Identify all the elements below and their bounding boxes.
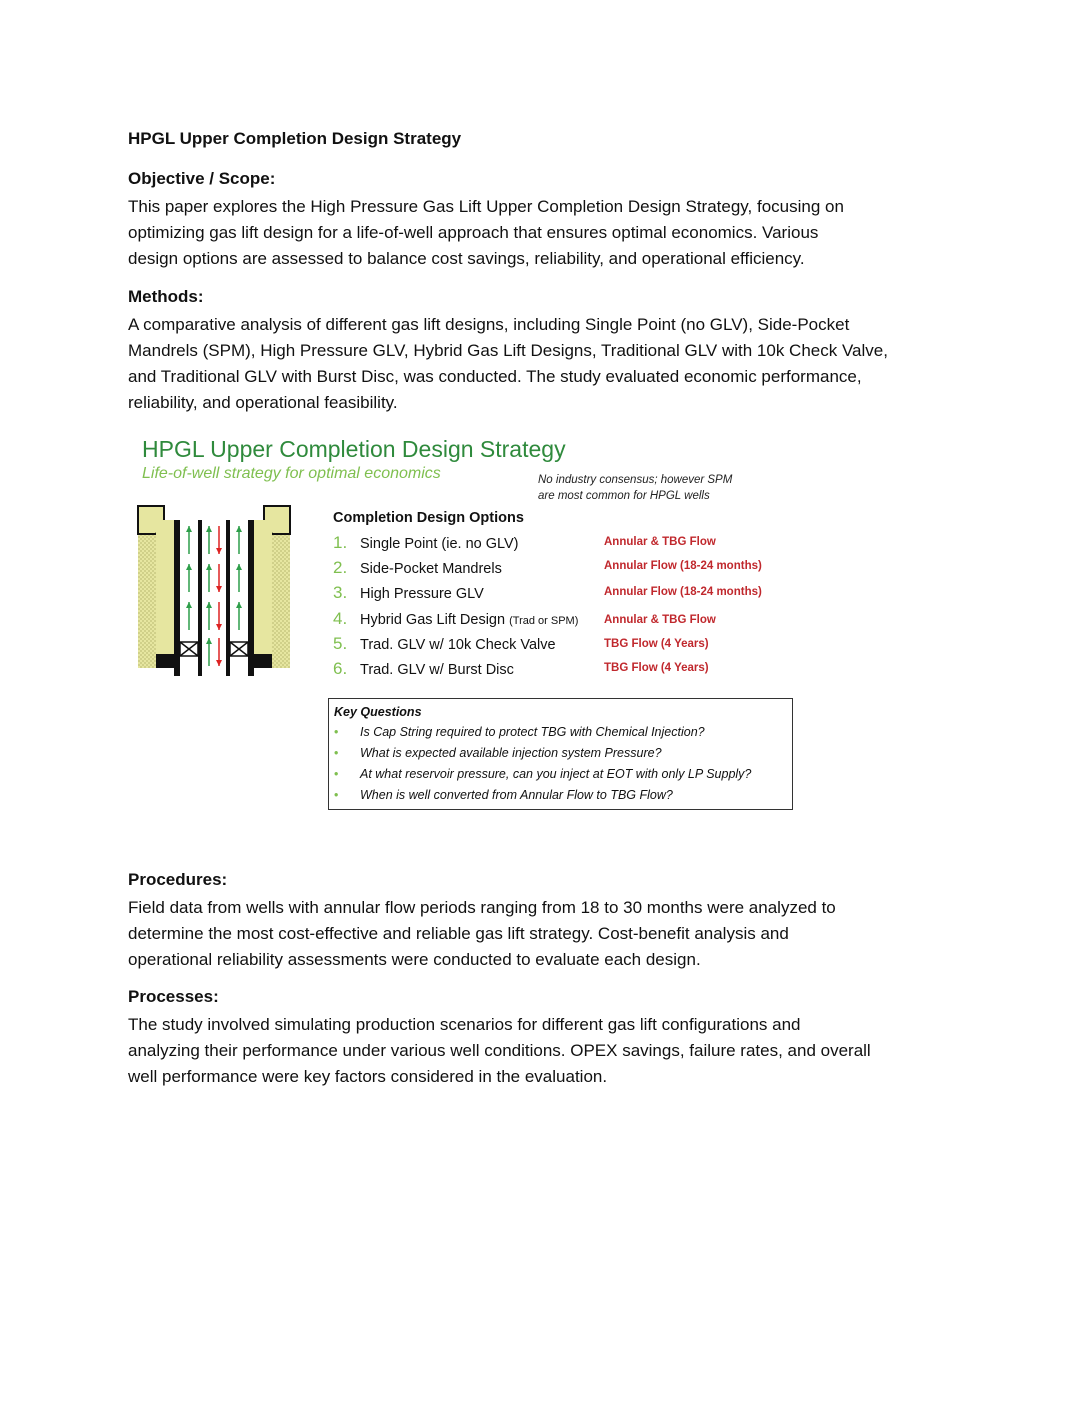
- key-question: [334, 746, 662, 760]
- arrow-head-icon: [236, 602, 242, 608]
- option-number: 6.: [333, 659, 348, 678]
- option-number: 1.: [333, 533, 348, 552]
- option-number: 2.: [333, 558, 348, 577]
- text-line: determine the most cost-effective and reliable gas lift strategy. Cost-benefit analysis and: [128, 924, 789, 943]
- bullet-icon: •: [334, 767, 339, 781]
- document-title: HPGL Upper Completion Design Strategy: [128, 129, 462, 148]
- text-line: well performance were key factors considered in the evaluation.: [128, 1067, 608, 1086]
- bullet-icon: •: [334, 725, 339, 739]
- flow-type-6: TBG Flow (4 Years): [604, 662, 709, 674]
- packer-left: [180, 642, 198, 656]
- casing-wall-left: [174, 520, 180, 676]
- section-body: [128, 312, 968, 416]
- key-question-text: Is Cap String required to protect TBG with Chemical Injection?: [360, 725, 705, 739]
- key-question-text: What is expected available injection system Pressure?: [360, 746, 662, 760]
- option-label: Side-Pocket Mandrels: [360, 561, 502, 577]
- option-number: 4.: [333, 609, 348, 628]
- key-question: [334, 767, 751, 781]
- casing-shoe-left: [156, 654, 174, 668]
- arrow-head-icon: [206, 638, 212, 644]
- text-line: and Traditional GLV with Burst Disc, was conducted. The study evaluated economic performance,: [128, 367, 862, 386]
- options-heading: Completion Design Options: [333, 510, 524, 526]
- well-diagram: [136, 502, 296, 678]
- flow-type-2: Annular Flow (18-24 months): [604, 560, 762, 572]
- completion-design-figure: [128, 430, 808, 820]
- design-option-1: [333, 533, 519, 557]
- figure-subtitle: Life-of-well strategy for optimal economics: [142, 465, 441, 482]
- option-label: Trad. GLV w/ 10k Check Valve: [360, 637, 556, 653]
- arrow-head-icon: [236, 526, 242, 532]
- flow-type-3: Annular Flow (18-24 months): [604, 586, 762, 598]
- arrow-head-icon: [186, 602, 192, 608]
- section-objective: [128, 169, 968, 272]
- flow-type-1: Annular & TBG Flow: [604, 536, 716, 548]
- flow-type-4: Annular & TBG Flow: [604, 614, 716, 626]
- arrow-head-icon: [206, 602, 212, 608]
- inner-cement-right: [252, 520, 272, 668]
- arrow-head-icon: [206, 564, 212, 570]
- key-question: [334, 725, 705, 739]
- design-option-4: [333, 609, 578, 633]
- design-option-6: [333, 659, 514, 683]
- option-label: High Pressure GLV: [360, 586, 484, 602]
- text-line: optimizing gas lift design for a life-of-well approach that ensures optimal economics. Various: [128, 223, 819, 242]
- arrow-head-icon: [236, 564, 242, 570]
- text-line: Field data from wells with annular flow periods ranging from 18 to 30 months were analyzed to: [128, 898, 836, 917]
- inner-cement-left: [156, 520, 176, 668]
- text-line: operational reliability assessments were conducted to evaluate each design.: [128, 950, 701, 969]
- key-question-text: When is well converted from Annular Flow to TBG Flow?: [360, 788, 673, 802]
- option-label: Trad. GLV w/ Burst Disc: [360, 662, 514, 678]
- bullet-icon: •: [334, 746, 339, 760]
- figure-note: [538, 472, 758, 504]
- casing-shoe-right: [254, 654, 272, 668]
- section-body: [128, 194, 968, 272]
- note-line: are most common for HPGL wells: [538, 490, 710, 502]
- option-label-note: (Trad or SPM): [509, 615, 579, 627]
- section-body: [128, 1012, 968, 1090]
- text-line: design options are assessed to balance cost savings, reliability, and operational efficiency.: [128, 249, 805, 268]
- arrow-head-icon: [216, 624, 222, 630]
- text-line: reliability, and operational feasibility.: [128, 393, 398, 412]
- section-procedures: [128, 870, 968, 973]
- arrow-head-icon: [216, 586, 222, 592]
- arrow-head-icon: [216, 548, 222, 554]
- design-option-5: [333, 634, 556, 658]
- text-line: This paper explores the High Pressure Gas Lift Upper Completion Design Strategy, focusing on: [128, 197, 844, 216]
- section-body: [128, 895, 968, 973]
- arrow-head-icon: [216, 660, 222, 666]
- section-heading: Processes:: [128, 987, 219, 1006]
- key-question: [334, 788, 673, 802]
- design-option-2: [333, 558, 502, 582]
- note-line: No industry consensus; however SPM: [538, 474, 733, 486]
- option-label: Single Point (ie. no GLV): [360, 536, 519, 552]
- section-processes: [128, 987, 968, 1090]
- arrow-head-icon: [186, 564, 192, 570]
- text-line: The study involved simulating production scenarios for different gas lift configurations and: [128, 1015, 801, 1034]
- cement-hatch-left: [138, 534, 156, 668]
- design-option-3: [333, 583, 484, 607]
- cement-hatch-right: [272, 534, 290, 668]
- bullet-icon: •: [334, 788, 339, 802]
- arrow-head-icon: [206, 526, 212, 532]
- section-heading: Procedures:: [128, 870, 228, 889]
- text-line: Mandrels (SPM), High Pressure GLV, Hybrid Gas Lift Designs, Traditional GLV with 10k Check Valve,: [128, 341, 888, 360]
- text-line: analyzing their performance under various well conditions. OPEX savings, failure rates, and overall: [128, 1041, 871, 1060]
- packer-right: [230, 642, 248, 656]
- option-number: 3.: [333, 583, 348, 602]
- key-questions-heading: Key Questions: [334, 705, 422, 719]
- text-line: A comparative analysis of different gas lift designs, including Single Point (no GLV), Side-Pocket: [128, 315, 850, 334]
- option-label: Hybrid Gas Lift Design: [360, 612, 510, 628]
- casing-wall-right: [248, 520, 254, 676]
- section-heading: Objective / Scope:: [128, 169, 276, 188]
- key-questions-box: [328, 698, 793, 810]
- option-number: 5.: [333, 634, 348, 653]
- section-methods: [128, 287, 968, 416]
- section-heading: Methods:: [128, 287, 204, 306]
- key-question-text: At what reservoir pressure, can you inject at EOT with only LP Supply?: [360, 767, 752, 781]
- figure-title: HPGL Upper Completion Design Strategy: [142, 436, 566, 462]
- arrow-head-icon: [186, 526, 192, 532]
- flow-type-5: TBG Flow (4 Years): [604, 638, 709, 650]
